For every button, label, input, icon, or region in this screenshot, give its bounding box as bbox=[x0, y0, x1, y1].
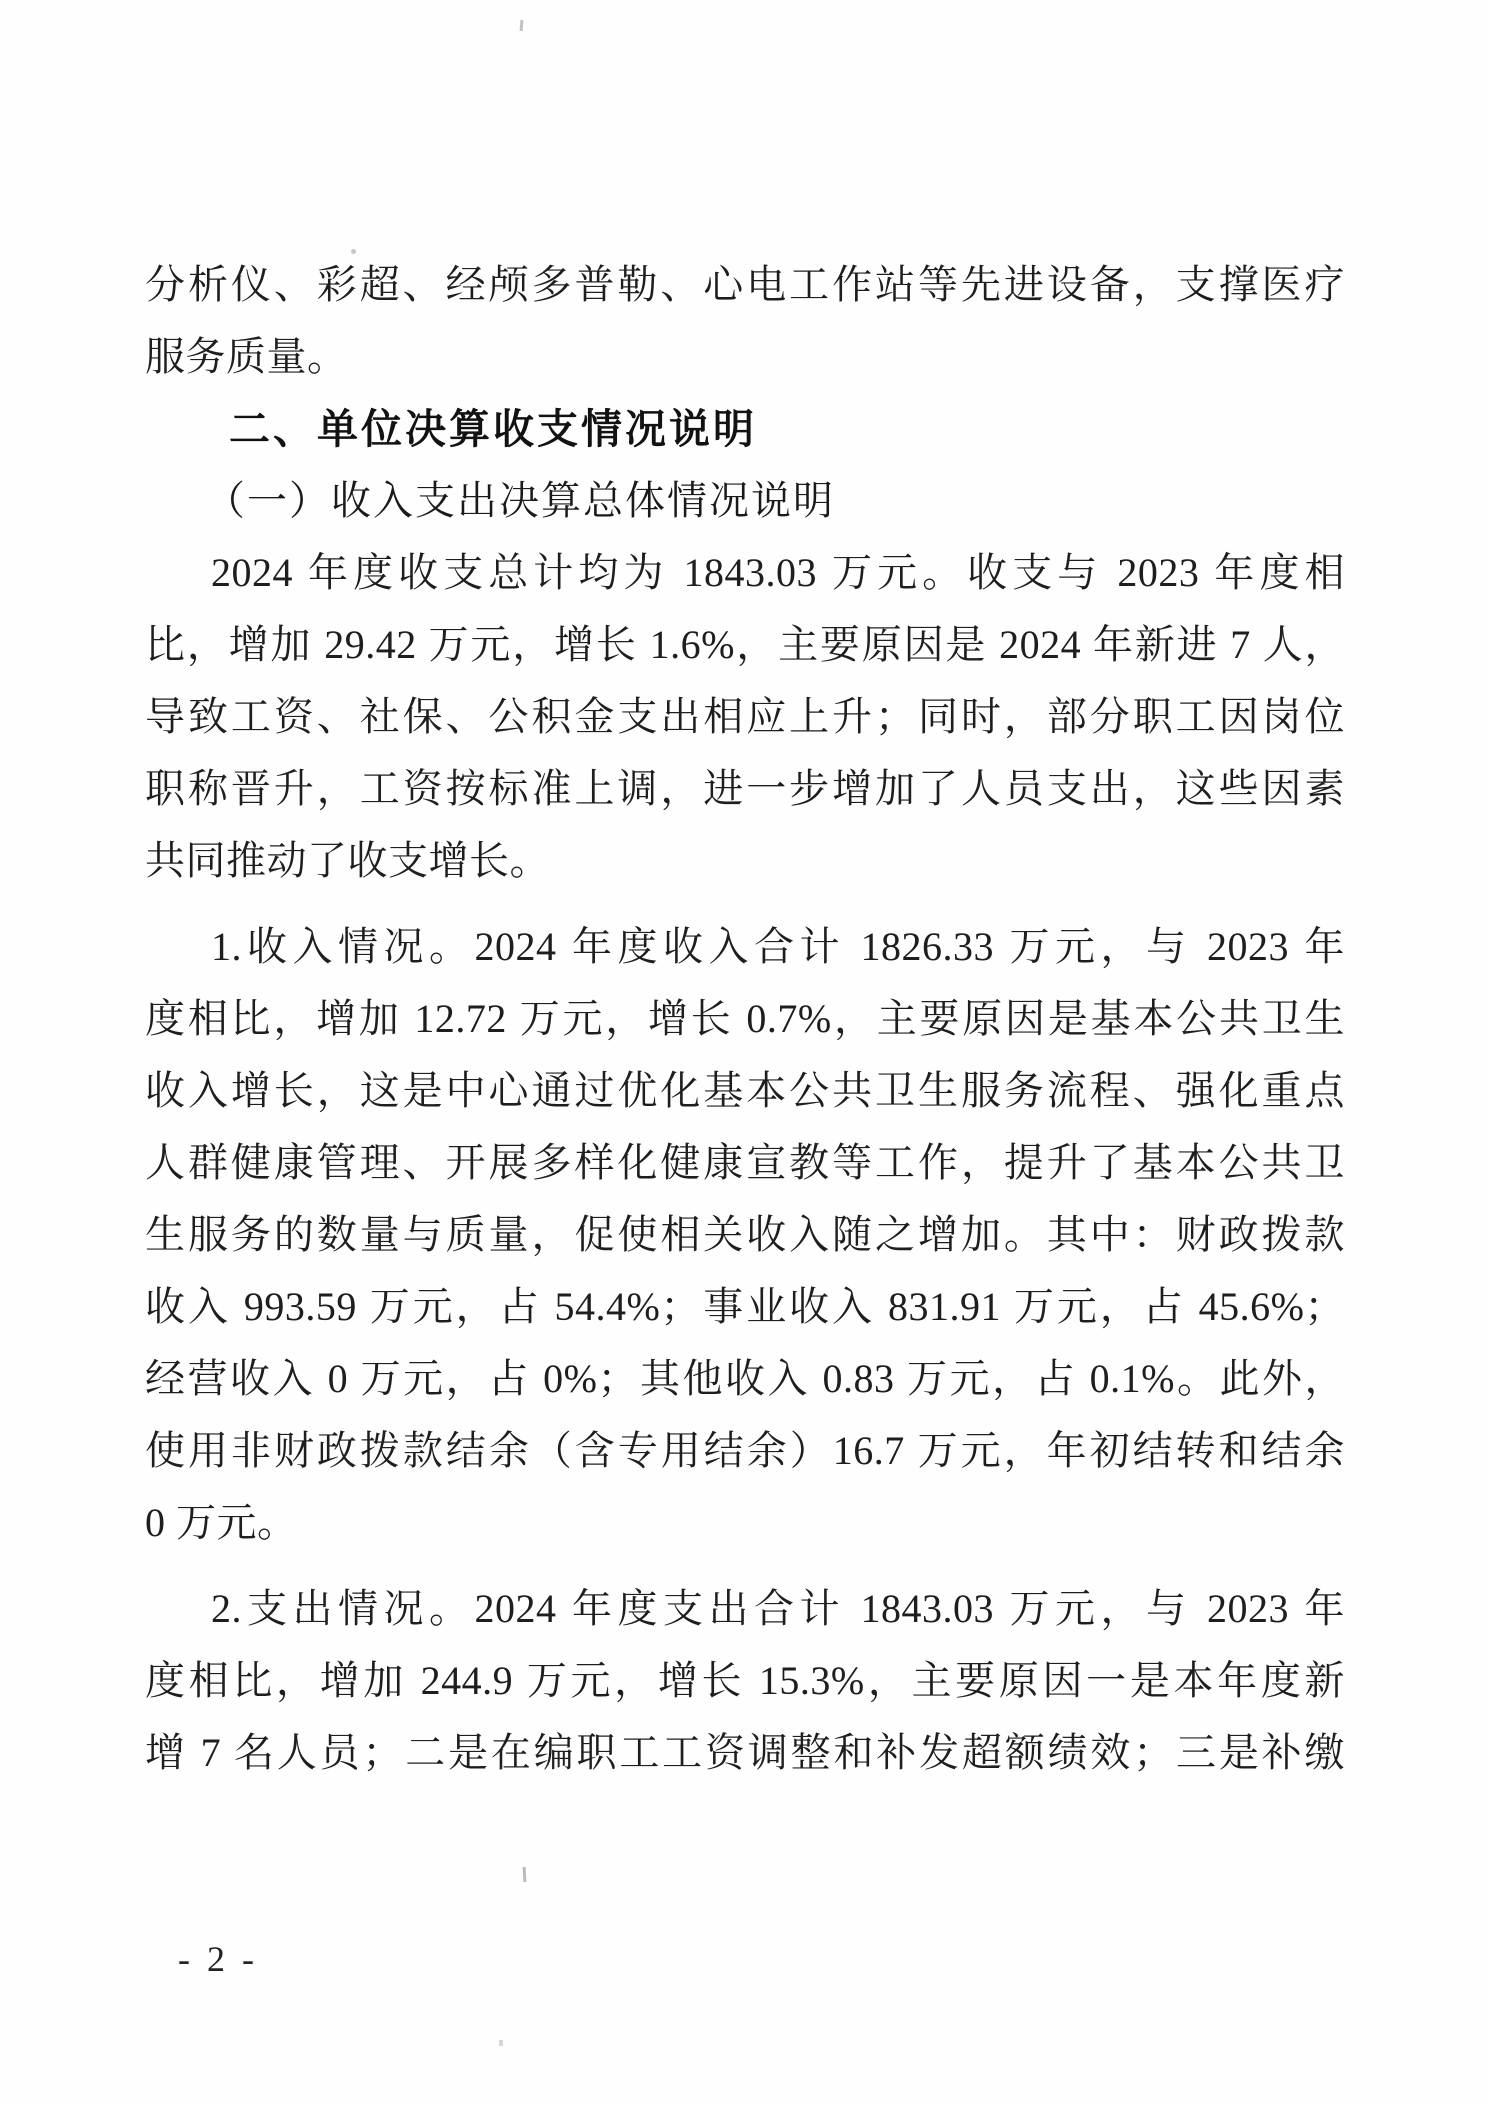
section-heading: 二、单位决算收支情况说明 bbox=[229, 406, 757, 452]
text-line: 比，增加 29.42 万元，增长 1.6%，主要原因是 2024 年新进 7 人， bbox=[145, 622, 1345, 667]
text-line: 度相比，增加 12.72 万元，增长 0.7%，主要原因是基本公共卫生 bbox=[145, 996, 1345, 1041]
text-line: 职称晋升，工资按标准上调，进一步增加了人员支出，这些因素 bbox=[145, 766, 1345, 811]
text-line: 使用非财政拨款结余（含专用结余）16.7 万元，年初结转和结余 bbox=[145, 1428, 1345, 1473]
text-line: 2024 年度收支总计均为 1843.03 万元。收支与 2023 年度相 bbox=[211, 550, 1345, 595]
text-line: 收入增长，这是中心通过优化基本公共卫生服务流程、强化重点 bbox=[145, 1068, 1345, 1113]
scan-artifact bbox=[351, 249, 356, 254]
scan-artifact bbox=[523, 1867, 527, 1882]
document-body bbox=[145, 249, 1345, 1789]
paragraph-income bbox=[145, 911, 1345, 1559]
text-line: 人群健康管理、开展多样化健康宣教等工作，提升了基本公共卫 bbox=[145, 1140, 1345, 1185]
paragraph-total-overview bbox=[145, 537, 1345, 897]
text-line: 0 万元。 bbox=[145, 1500, 298, 1545]
paragraph-equipment bbox=[145, 249, 1345, 393]
page-number: - 2 - bbox=[178, 1939, 258, 1979]
text-line: 导致工资、社保、公积金支出相应上升；同时，部分职工因岗位 bbox=[145, 694, 1345, 739]
text-line: 1.收入情况。2024 年度收入合计 1826.33 万元，与 2023 年 bbox=[211, 924, 1345, 969]
text-line: 度相比，增加 244.9 万元，增长 15.3%，主要原因一是本年度新 bbox=[145, 1658, 1345, 1703]
subsection-heading: （一）收入支出决算总体情况说明 bbox=[205, 478, 835, 523]
text-line: 2.支出情况。2024 年度支出合计 1843.03 万元，与 2023 年 bbox=[211, 1586, 1345, 1631]
text-line: 收入 993.59 万元，占 54.4%；事业收入 831.91 万元，占 45.6%； bbox=[145, 1284, 1345, 1329]
text-line: 服务质量。 bbox=[145, 334, 348, 379]
text-line: 生服务的数量与质量，促使相关收入随之增加。其中：财政拨款 bbox=[145, 1212, 1345, 1257]
text-line: 分析仪、彩超、经颅多普勒、心电工作站等先进设备，支撑医疗 bbox=[145, 262, 1345, 307]
text-line: 共同推动了收支增长。 bbox=[145, 838, 550, 883]
text-line: 经营收入 0 万元，占 0%；其他收入 0.83 万元，占 0.1%。此外， bbox=[145, 1356, 1345, 1401]
scan-artifact bbox=[499, 2040, 503, 2046]
text-line: 增 7 名人员；二是在编职工工资调整和补发超额绩效；三是补缴 bbox=[145, 1730, 1345, 1775]
scan-artifact bbox=[520, 20, 524, 31]
paragraph-expense bbox=[145, 1573, 1345, 1789]
